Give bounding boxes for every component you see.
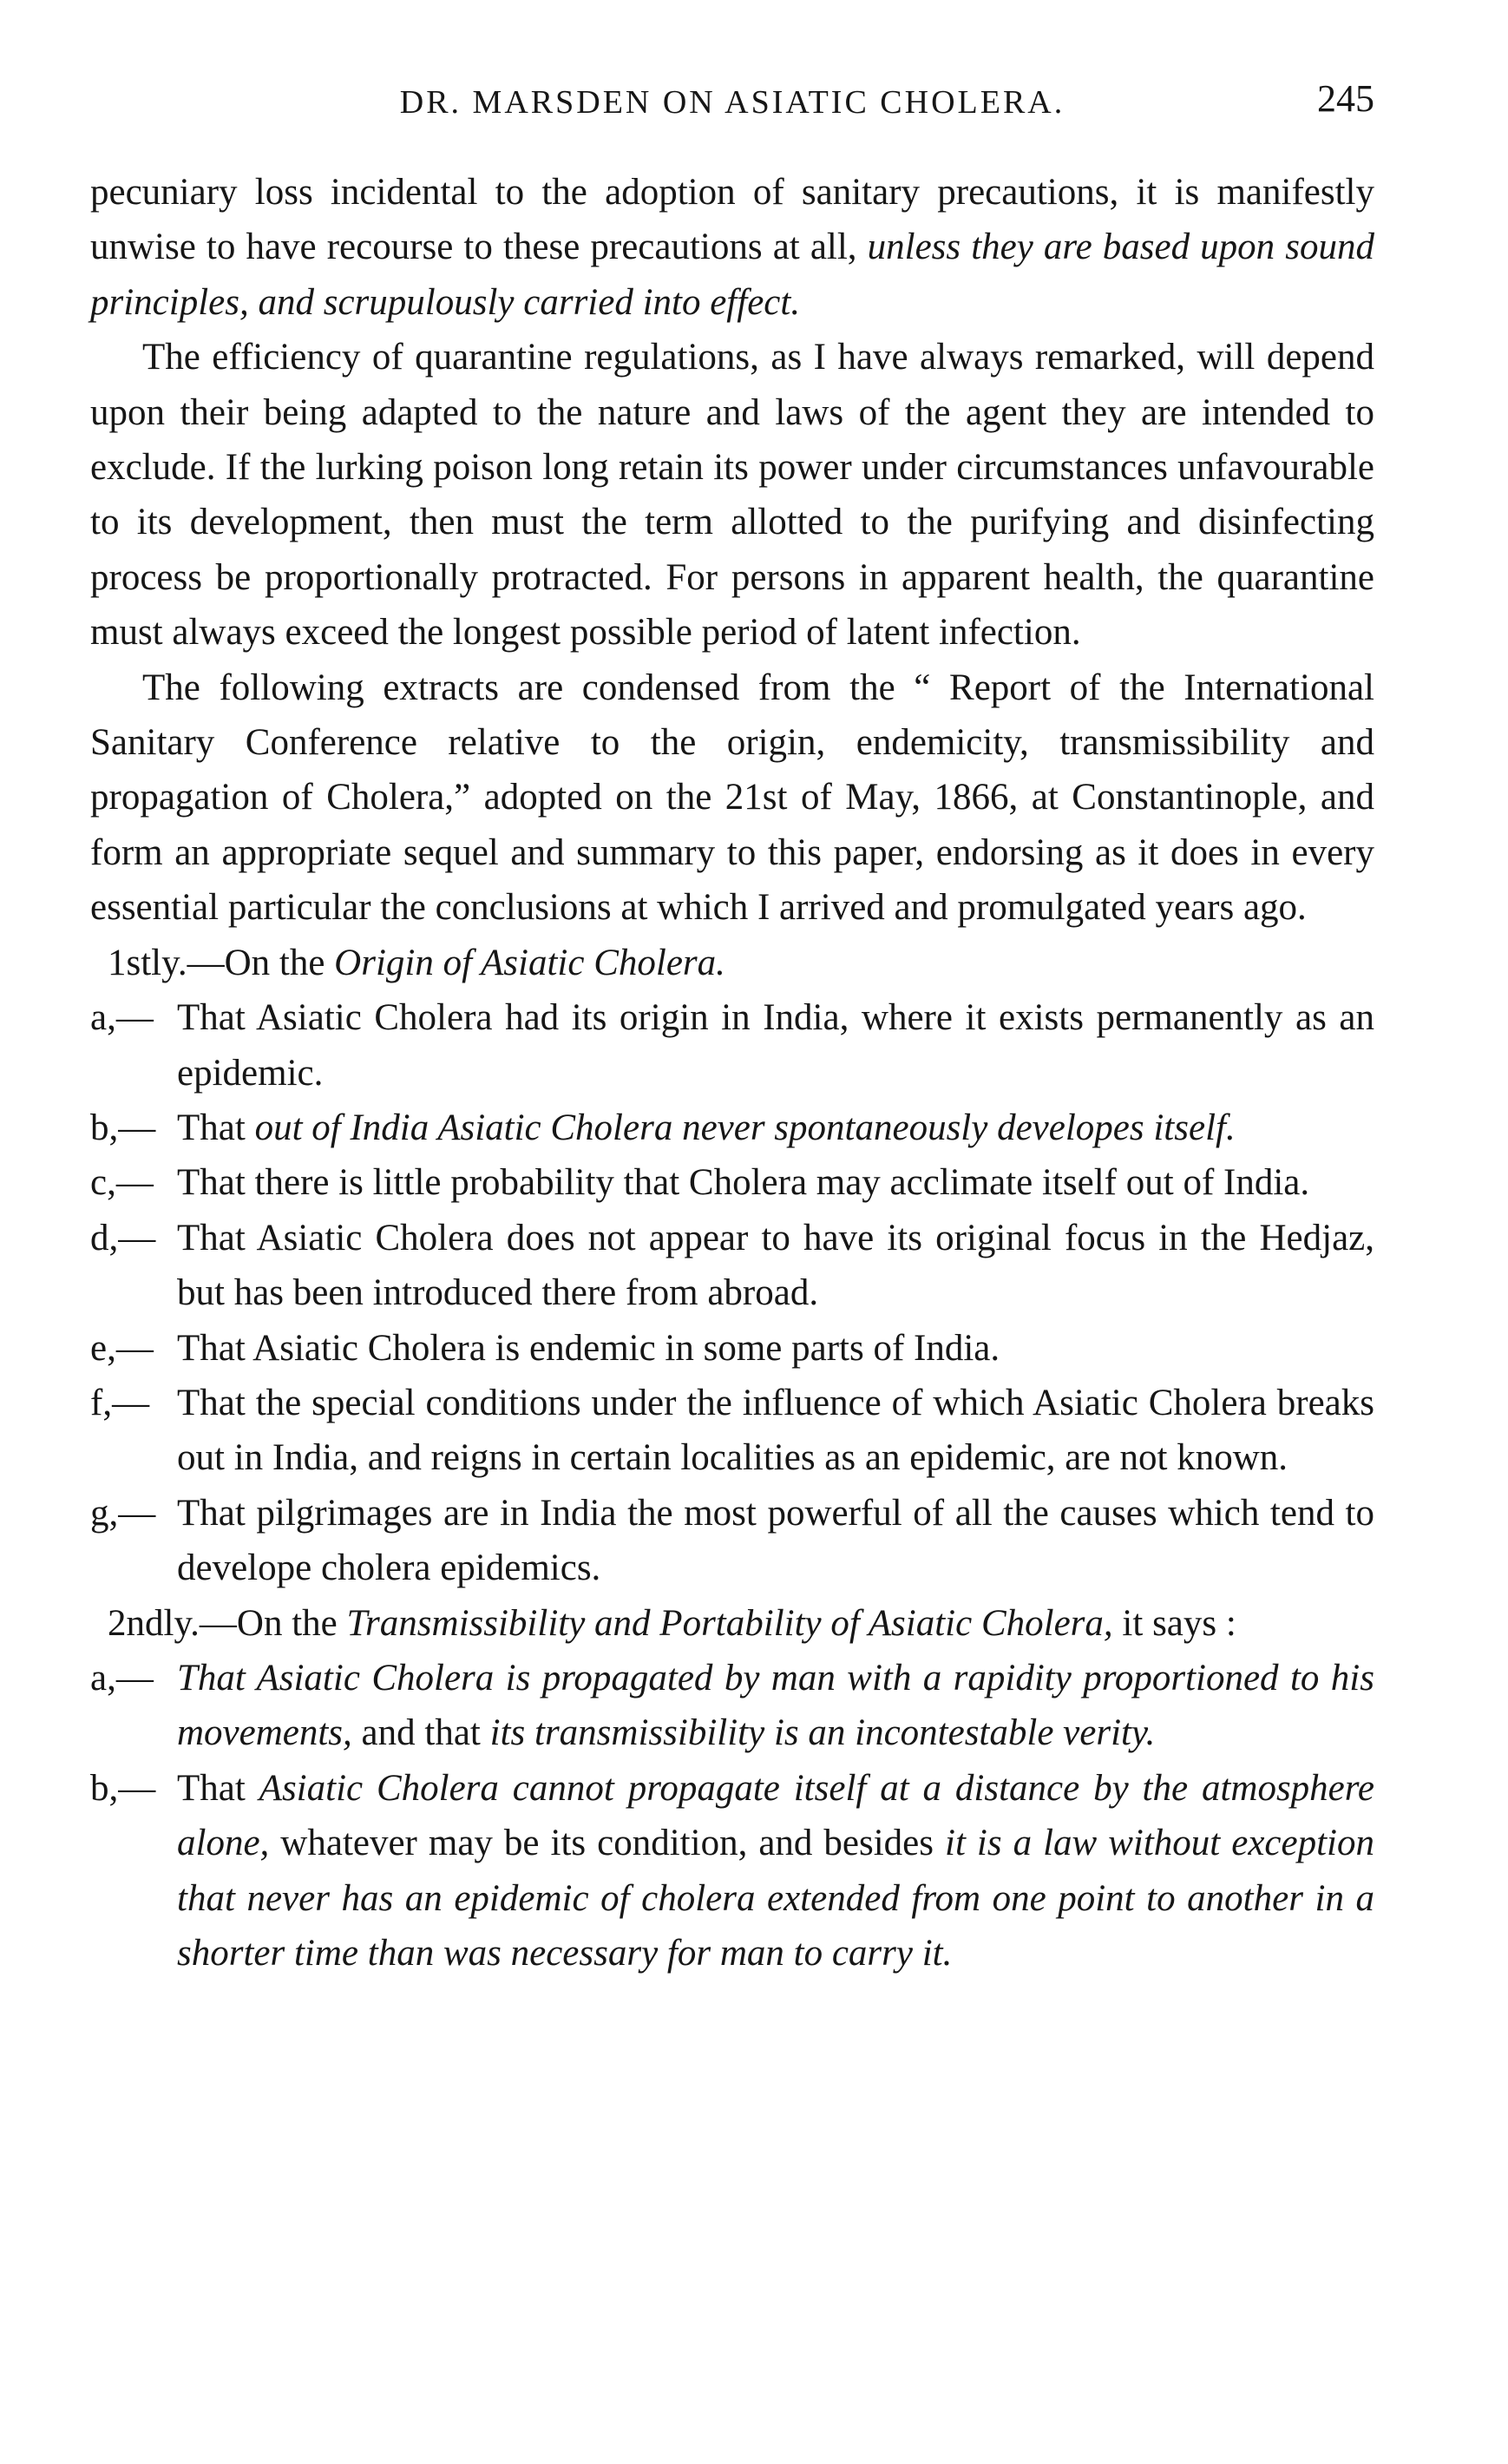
section-heading-transmissibility bbox=[90, 1596, 1374, 1651]
section-1-label: 1stly.—On the bbox=[108, 942, 335, 983]
section-2-title: Transmissibility and Portability of Asiatic Cholera, bbox=[346, 1602, 1113, 1644]
list-item-text: That bbox=[177, 1767, 259, 1809]
list-item bbox=[90, 1761, 1374, 1981]
page-number: 245 bbox=[1317, 77, 1374, 120]
list-item-text: and that bbox=[351, 1712, 490, 1754]
list-item-emphasis: it is a law without exception that never has an epidemic of cholera extended from one point to another in a shorter time than was necessary for man to carry it. bbox=[177, 1823, 1374, 1974]
list-item bbox=[90, 1486, 1374, 1596]
list-item bbox=[90, 990, 1374, 1101]
list-item-marker: e,— bbox=[90, 1327, 154, 1369]
list-item-emphasis: out of India Asiatic Cholera never spontaneously developes itself. bbox=[254, 1107, 1236, 1148]
list-item-text: whatever may be its condition, and besides bbox=[269, 1823, 946, 1864]
section-heading-origin bbox=[90, 936, 1374, 990]
list-item-text: That pilgrimages are in India the most powerful of all the causes which tend to develope cholera epidemics. bbox=[177, 1492, 1374, 1589]
list-item-text: That the special conditions under the influence of which Asiatic Cholera breaks out in India, and reigns in certain localities as an epidemic, are not known. bbox=[177, 1382, 1374, 1479]
list-item-marker: b,— bbox=[90, 1767, 156, 1809]
paragraph-1-emphasis: unless they are based upon sound principles, and scrupulously carried into effect. bbox=[90, 227, 1374, 323]
list-item-text: That Asiatic Cholera does not appear to have its original focus in the Hedjaz, but has been introduced there from abroad. bbox=[177, 1217, 1374, 1314]
list-item-marker: g,— bbox=[90, 1492, 156, 1534]
list-item-emphasis: its transmissibility is an incontestable verity. bbox=[489, 1712, 1156, 1754]
list-item bbox=[90, 1651, 1374, 1761]
running-head: DR. MARSDEN ON ASIATIC CHOLERA. bbox=[399, 84, 1065, 121]
list-item bbox=[90, 1321, 1374, 1376]
list-item-emphasis: Asiatic Cholera cannot propagate itself at a distance by the atmosphere alone, bbox=[177, 1767, 1374, 1864]
list-item-text: That Asiatic Cholera is endemic in some parts of India. bbox=[177, 1327, 1000, 1369]
page-header bbox=[90, 76, 1374, 137]
list-item-text: That bbox=[177, 1107, 255, 1148]
list-item-marker: d,— bbox=[90, 1217, 156, 1258]
paragraph-2: The efficiency of quarantine regulations, as I have always remarked, will depend upon their being adapted to the nature and laws of the agent they are intended to exclude. If the lurking poison long retain its power under circumstances unfavourable to its development, then must the term allotted to the purifying and disinfecting process be proportionally protracted. For persons in apparent health, the quarantine must always exceed the longest possible period of latent infection. bbox=[90, 337, 1374, 654]
list-item-marker: f,— bbox=[90, 1382, 150, 1423]
paragraph-3: The following extracts are condensed from the “ Report of the International Sanitary Conference relative to the origin, endemicity, transmissibility and propagation of Cholera,” adopted on the 21st of May, 1866, at Constantinople, and form an appropriate sequel and summary to this paper, endorsing as it does in every essential particular the conclusions at which I arrived and promulgated years ago. bbox=[90, 667, 1374, 929]
list-item-marker: a,— bbox=[90, 997, 154, 1039]
list-item-marker: c,— bbox=[90, 1162, 154, 1204]
list-item bbox=[90, 1155, 1374, 1210]
list-item-text: That there is little probability that Cholera may acclimate itself out of India. bbox=[177, 1162, 1310, 1204]
page-body bbox=[90, 165, 1374, 1981]
section-2-label: 2ndly.—On the bbox=[108, 1602, 347, 1644]
list-item bbox=[90, 1211, 1374, 1321]
paragraph-1 bbox=[90, 165, 1374, 330]
list-item bbox=[90, 1376, 1374, 1486]
list-item-emphasis: That Asiatic Cholera is propagated by man with a rapidity proportioned to his movements, bbox=[177, 1657, 1374, 1754]
list-item-text: That Asiatic Cholera had its origin in India, where it exists permanently as an epidemic. bbox=[177, 997, 1374, 1094]
list-item-marker: a,— bbox=[90, 1657, 154, 1699]
paragraph-1-text: pecuniary loss incidental to the adoption of sanitary precautions, it is manifestly unwise to have recourse to these precautions at all, bbox=[90, 172, 1374, 268]
list-item bbox=[90, 1101, 1374, 1155]
section-1-title: Origin of Asiatic Cholera. bbox=[334, 942, 725, 983]
list-item-marker: b,— bbox=[90, 1107, 156, 1148]
section-2-after: it says : bbox=[1112, 1602, 1236, 1644]
